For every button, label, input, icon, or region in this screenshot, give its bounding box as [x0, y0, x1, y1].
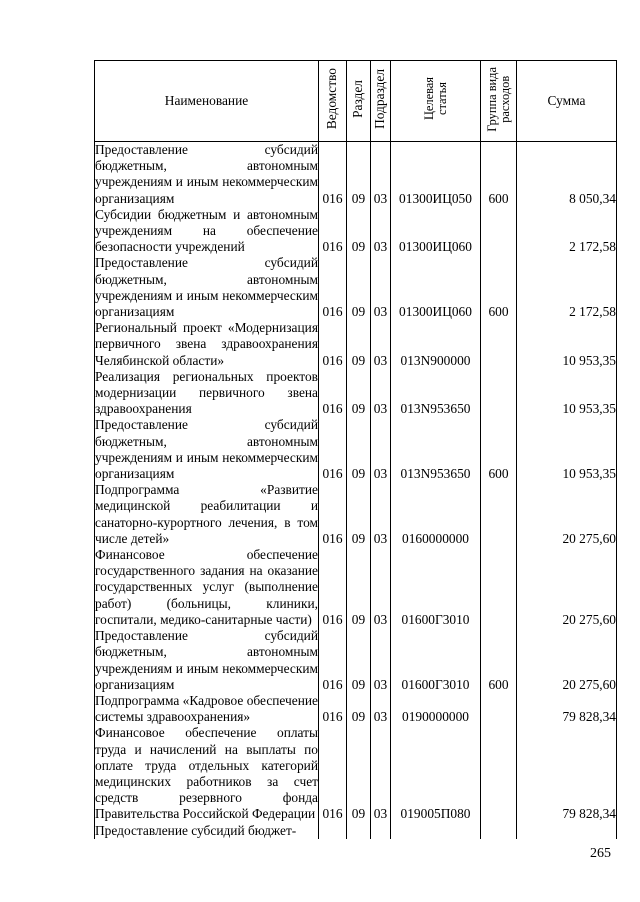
row-name-cell: Финансовое обеспечение государственного задания на оказание государственных услуг (выполнение работ) (больницы, клиники, госпитали, медико-санитарные части) — [95, 547, 318, 627]
row-expense-group-cell — [481, 482, 517, 547]
row-expense-group-cell — [481, 207, 517, 256]
row-subsection-cell: 03 — [371, 725, 391, 822]
row-target-article-cell: 01300ИЦ050 — [391, 142, 481, 207]
row-section-cell: 09 — [347, 255, 371, 320]
row-department-cell: 016 — [319, 320, 347, 369]
row-department-cell: 016 — [319, 482, 347, 547]
table-row — [95, 369, 617, 418]
row-section-cell: 09 — [347, 369, 371, 418]
row-subsection-cell: 03 — [371, 369, 391, 418]
row-section-cell: 09 — [347, 320, 371, 369]
table-row — [95, 547, 617, 628]
row-subsection-cell: 03 — [371, 255, 391, 320]
row-section-cell: 09 — [347, 547, 371, 628]
table-header-row — [95, 61, 617, 142]
table-row — [95, 255, 617, 320]
row-target-article-cell: 01300ИЦ060 — [391, 207, 481, 256]
row-section-cell: 09 — [347, 207, 371, 256]
row-section-cell: 09 — [347, 417, 371, 482]
row-name-cell: Региональный проект «Модернизация первичного звена здравоохранения Челябинской области» — [95, 320, 318, 368]
row-section-cell: 09 — [347, 725, 371, 822]
row-section-cell: 09 — [347, 482, 371, 547]
row-section-cell: 09 — [347, 142, 371, 207]
row-expense-group-cell — [481, 369, 517, 418]
table-row — [95, 320, 617, 369]
row-target-article-cell: 0190000000 — [391, 693, 481, 725]
row-expense-group-cell: 600 — [481, 255, 517, 320]
row-name-cell: Финансовое обеспечение оплаты труда и начислений на выплаты по оплате труда отдельных категорий медицинских работников за счет средств резервного фонда Правительства Российской Федерации — [95, 725, 318, 822]
row-name-cell: Предоставление субсидий бюджетным, автономным учреждениям и иным некоммерческим организациям — [95, 417, 318, 482]
header-expense-group: Группа вида расходов — [481, 61, 517, 142]
table-row — [95, 417, 617, 482]
row-target-article-cell: 01600Г3010 — [391, 628, 481, 693]
row-name-cell: Предоставление субсидий бюджет- — [95, 823, 319, 839]
row-department-cell: 016 — [319, 207, 347, 256]
row-subsection-cell: 03 — [371, 417, 391, 482]
header-section: Раздел — [347, 61, 371, 142]
header-sum: Сумма — [517, 61, 617, 142]
row-target-article-cell: 013N953650 — [391, 417, 481, 482]
row-expense-group-cell: 600 — [481, 628, 517, 693]
row-department-cell: 016 — [319, 369, 347, 418]
row-expense-group-cell: 600 — [481, 417, 517, 482]
row-target-article-cell: 01600Г3010 — [391, 547, 481, 628]
row-subsection-cell — [371, 823, 391, 839]
table-row — [95, 142, 617, 207]
row-sum-cell — [517, 823, 617, 839]
header-name: Наименование — [95, 61, 319, 142]
row-department-cell: 016 — [319, 547, 347, 628]
row-sum-cell: 8 050,34 — [517, 142, 617, 207]
row-sum-cell: 2 172,58 — [517, 255, 617, 320]
row-department-cell: 016 — [319, 628, 347, 693]
row-name-cell: Субсидии бюджетным и автономным учреждениям на обеспечение безопасности учреждений — [95, 206, 318, 255]
row-target-article-cell: 0160000000 — [391, 482, 481, 547]
row-sum-cell: 20 275,60 — [517, 547, 617, 628]
row-department-cell: 016 — [319, 255, 347, 320]
row-name-cell: Реализация региональных проектов модернизации первичного звена здравоохранения — [95, 368, 318, 417]
row-target-article-cell: 01300ИЦ060 — [391, 255, 481, 320]
row-subsection-cell: 03 — [371, 320, 391, 369]
row-name-cell: Предоставление субсидий бюджетным, автономным учреждениям и иным некоммерческим организациям — [95, 255, 318, 320]
row-name-cell: Подпрограмма «Развитие медицинской реабилитации и санаторно-курортного лечения, в том числе детей» — [95, 482, 318, 546]
header-subsection: Подраздел — [371, 61, 391, 142]
row-sum-cell: 10 953,35 — [517, 320, 617, 369]
row-sum-cell: 2 172,58 — [517, 207, 617, 256]
row-name-cell: Подпрограмма «Кадровое обеспечение системы здравоохранения» — [95, 692, 318, 725]
row-department-cell — [319, 823, 347, 839]
table-row — [95, 823, 617, 839]
table-row — [95, 628, 617, 693]
row-expense-group-cell — [481, 693, 517, 725]
row-department-cell: 016 — [319, 693, 347, 725]
row-section-cell — [347, 823, 371, 839]
row-sum-cell: 79 828,34 — [517, 693, 617, 725]
row-department-cell: 016 — [319, 725, 347, 822]
row-sum-cell: 79 828,34 — [517, 725, 617, 822]
row-target-article-cell: 019005П080 — [391, 725, 481, 822]
row-section-cell: 09 — [347, 693, 371, 725]
row-subsection-cell: 03 — [371, 142, 391, 207]
row-subsection-cell: 03 — [371, 482, 391, 547]
row-expense-group-cell — [481, 547, 517, 628]
row-name-cell: Предоставление субсидий бюджетным, автономным учреждениям и иным некоммерческим организациям — [95, 142, 318, 206]
row-expense-group-cell — [481, 725, 517, 822]
budget-table — [94, 60, 617, 839]
row-target-article-cell: 013N953650 — [391, 369, 481, 418]
row-target-article-cell: 013N900000 — [391, 320, 481, 369]
row-subsection-cell: 03 — [371, 547, 391, 628]
row-target-article-cell — [391, 823, 481, 839]
row-department-cell: 016 — [319, 417, 347, 482]
row-subsection-cell: 03 — [371, 628, 391, 693]
row-name-cell: Предоставление субсидий бюджетным, автономным учреждениям и иным некоммерческим организациям — [95, 628, 318, 692]
table-row — [95, 482, 617, 547]
row-expense-group-cell — [481, 823, 517, 839]
row-sum-cell: 20 275,60 — [517, 482, 617, 547]
row-expense-group-cell: 600 — [481, 142, 517, 207]
row-subsection-cell: 03 — [371, 693, 391, 725]
row-sum-cell: 20 275,60 — [517, 628, 617, 693]
row-expense-group-cell — [481, 320, 517, 369]
header-target-article: Целевая статья — [391, 61, 481, 142]
row-section-cell: 09 — [347, 628, 371, 693]
row-sum-cell: 10 953,35 — [517, 369, 617, 418]
page-number: 265 — [590, 846, 611, 861]
table-row — [95, 725, 617, 822]
row-department-cell: 016 — [319, 142, 347, 207]
header-department: Ведомство — [319, 61, 347, 142]
row-subsection-cell: 03 — [371, 207, 391, 256]
table-row — [95, 693, 617, 725]
row-sum-cell: 10 953,35 — [517, 417, 617, 482]
table-row — [95, 207, 617, 256]
